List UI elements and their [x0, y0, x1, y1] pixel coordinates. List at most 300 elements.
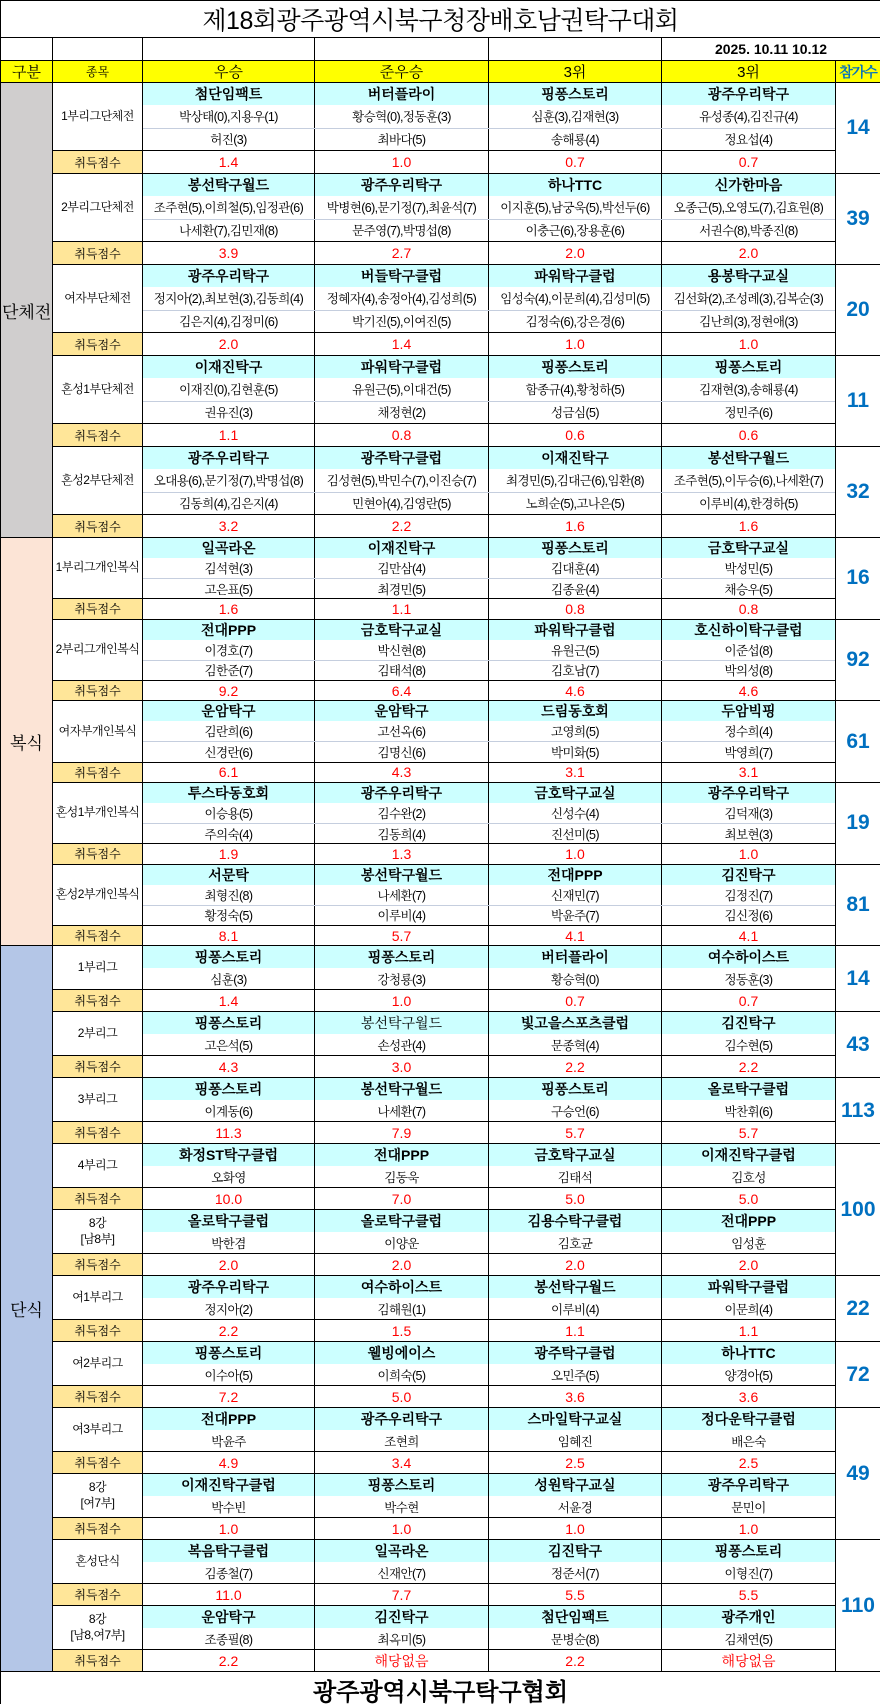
team-name: 핑퐁스토리 — [489, 1078, 662, 1100]
player-names: 김동희(4) — [315, 823, 489, 843]
team-name: 핑퐁스토리 — [315, 1474, 489, 1496]
team-row — [1, 619, 880, 640]
tournament-date: 2025. 10.11 10.12 — [662, 38, 880, 61]
score-row — [1, 1122, 880, 1144]
team-name: 빛고을스포츠클럽 — [489, 1012, 662, 1034]
team-name: 여수하이스트 — [662, 946, 836, 968]
player-names: 박기진(5),이여진(5) — [315, 310, 489, 333]
score-value: 0.7 — [489, 151, 662, 174]
team-name: 첨단임팩트 — [143, 83, 315, 106]
event-name: 혼성1부개인복식 — [53, 783, 143, 844]
participant-count: 100 — [836, 1144, 880, 1276]
score-value: 11.0 — [143, 1584, 315, 1606]
player-names: 배은숙 — [662, 1430, 836, 1452]
participant-count: 32 — [836, 447, 880, 538]
score-value: 8.1 — [143, 925, 315, 945]
team-name: 광주우리탁구 — [315, 174, 489, 197]
score-value: 5.5 — [662, 1584, 836, 1606]
player-names: 진선미(5) — [489, 823, 662, 843]
team-name: 드림동호회 — [489, 701, 662, 722]
player-names: 김란희(6) — [143, 721, 315, 741]
event-name: 2부리그단체전 — [53, 174, 143, 242]
team-name: 전대PPP — [489, 864, 662, 885]
player-names: 주의숙(4) — [143, 823, 315, 843]
player-names: 문민이 — [662, 1496, 836, 1518]
score-value: 0.6 — [662, 424, 836, 447]
player-names: 김태석(8) — [315, 660, 489, 680]
player-names: 오종근(5),오영도(7),김효원(8) — [662, 196, 836, 219]
score-row — [1, 333, 880, 356]
player-names: 최바다(5) — [315, 128, 489, 151]
player-names: 이문희(4) — [662, 1298, 836, 1320]
score-value: 5.7 — [489, 1122, 662, 1144]
score-label: 취득점수 — [53, 925, 143, 945]
participant-count: 11 — [836, 356, 880, 447]
player-names: 오화영 — [143, 1166, 315, 1188]
team-name: 신가한마음 — [662, 174, 836, 197]
score-value: 1.0 — [489, 333, 662, 356]
team-name: 용봉탁구교실 — [662, 265, 836, 288]
player-names: 최경민(5) — [315, 578, 489, 598]
team-name: 봉선탁구월드 — [489, 1276, 662, 1298]
event-name: 8강 [여7부] — [53, 1474, 143, 1518]
header-event: 종목 — [53, 61, 143, 83]
player-names: 오민주(5) — [489, 1364, 662, 1386]
team-name: 봉선탁구월드 — [315, 1078, 489, 1100]
score-label: 취득점수 — [53, 151, 143, 174]
player-names: 김동희(4),김은지(4) — [143, 492, 315, 515]
player-names: 김석현(3) — [143, 558, 315, 578]
team-name: 올로탁구클럽 — [143, 1210, 315, 1232]
score-value: 해당없음 — [662, 1650, 836, 1672]
empty-cell — [489, 38, 662, 61]
score-value: 2.0 — [143, 333, 315, 356]
player-names: 성금심(5) — [489, 401, 662, 424]
player-names: 박미화(5) — [489, 742, 662, 762]
player-names: 이지훈(5),남궁욱(5),박선두(6) — [489, 196, 662, 219]
player-names: 박신현(8) — [315, 640, 489, 660]
score-value: 1.0 — [662, 1518, 836, 1540]
score-value: 0.8 — [315, 424, 489, 447]
team-name: 광주우리탁구 — [662, 83, 836, 106]
team-name: 금호탁구교실 — [315, 619, 489, 640]
team-row — [1, 701, 880, 722]
score-row — [1, 424, 880, 447]
player-names: 김재현(3),송해룡(4) — [662, 378, 836, 401]
event-name: 2부리그개인복식 — [53, 619, 143, 680]
team-name: 김진탁구 — [662, 1012, 836, 1034]
score-label: 취득점수 — [53, 1452, 143, 1474]
player-names: 나세환(7) — [315, 1100, 489, 1122]
team-name: 핑퐁스토리 — [143, 1078, 315, 1100]
team-name: 금호탁구교실 — [662, 538, 836, 559]
score-value: 0.7 — [489, 990, 662, 1012]
team-row — [1, 1408, 880, 1430]
score-value: 4.1 — [489, 925, 662, 945]
header-participants: 참가수 — [836, 61, 880, 83]
player-names: 김동욱 — [315, 1166, 489, 1188]
player-names: 김채연(5) — [662, 1628, 836, 1650]
player-names: 나세환(7),김민재(8) — [143, 219, 315, 242]
player-names: 조종필(8) — [143, 1628, 315, 1650]
player-names: 민현아(4),김영란(5) — [315, 492, 489, 515]
score-row — [1, 762, 880, 782]
player-names: 최보현(3) — [662, 823, 836, 843]
player-names: 유원근(5),이대건(5) — [315, 378, 489, 401]
team-name: 버터플라이 — [489, 946, 662, 968]
score-row — [1, 1254, 880, 1276]
header-third-b: 3위 — [662, 61, 836, 83]
player-names: 이희숙(5) — [315, 1364, 489, 1386]
score-label: 취득점수 — [53, 1386, 143, 1408]
team-name: 스마일탁구교실 — [489, 1408, 662, 1430]
team-row — [1, 1210, 880, 1232]
header-second: 준우승 — [315, 61, 489, 83]
page-title: 제18회광주광역시북구청장배호남권탁구대회 — [1, 1, 880, 38]
player-names: 나세환(7) — [315, 885, 489, 905]
score-value: 7.9 — [315, 1122, 489, 1144]
player-names: 김태석 — [489, 1166, 662, 1188]
player-names: 김신정(6) — [662, 905, 836, 925]
score-label: 취득점수 — [53, 762, 143, 782]
score-value: 1.0 — [662, 844, 836, 864]
score-row — [1, 1650, 880, 1672]
player-names: 박한겸 — [143, 1232, 315, 1254]
event-name: 혼성2부개인복식 — [53, 864, 143, 925]
score-value: 2.0 — [143, 1254, 315, 1276]
team-row — [1, 1144, 880, 1166]
team-name: 봉선탁구월드 — [143, 174, 315, 197]
score-value: 1.0 — [143, 1518, 315, 1540]
score-value: 1.0 — [662, 333, 836, 356]
score-value: 1.0 — [489, 1518, 662, 1540]
score-label: 취득점수 — [53, 1320, 143, 1342]
team-row — [1, 1078, 880, 1100]
score-value: 1.1 — [662, 1320, 836, 1342]
team-name: 핑퐁스토리 — [143, 1012, 315, 1034]
score-value: 1.1 — [489, 1320, 662, 1342]
team-name: 일곡라온 — [315, 1540, 489, 1562]
team-name: 운암탁구 — [143, 1606, 315, 1628]
score-value: 4.9 — [143, 1452, 315, 1474]
section-label: 단식 — [1, 946, 53, 1672]
score-value: 1.0 — [315, 151, 489, 174]
team-name: 금호탁구교실 — [489, 1144, 662, 1166]
event-name: 8강 [남8부] — [53, 1210, 143, 1254]
player-names: 최옥미(5) — [315, 1628, 489, 1650]
score-value: 1.9 — [143, 844, 315, 864]
score-value: 2.5 — [489, 1452, 662, 1474]
player-names: 김선화(2),조성례(3),김복순(3) — [662, 287, 836, 310]
score-value: 3.1 — [662, 762, 836, 782]
player-names: 조주현(5),이희철(5),임정관(6) — [143, 196, 315, 219]
score-value: 1.1 — [143, 424, 315, 447]
score-row — [1, 1452, 880, 1474]
score-label: 취득점수 — [53, 1122, 143, 1144]
score-label: 취득점수 — [53, 424, 143, 447]
team-name: 호신하이탁구클럽 — [662, 619, 836, 640]
score-value: 11.3 — [143, 1122, 315, 1144]
participant-count: 39 — [836, 174, 880, 265]
team-name: 봉선탁구월드 — [315, 864, 489, 885]
team-row — [1, 83, 880, 106]
score-label: 취득점수 — [53, 1650, 143, 1672]
score-value: 4.3 — [143, 1056, 315, 1078]
player-names: 권유진(3) — [143, 401, 315, 424]
score-label: 취득점수 — [53, 990, 143, 1012]
player-names: 정준서(7) — [489, 1562, 662, 1584]
player-names: 신재안(7) — [315, 1562, 489, 1584]
section-label: 단체전 — [1, 83, 53, 538]
team-name: 핑퐁스토리 — [662, 1540, 836, 1562]
team-name: 봉선탁구월드 — [662, 447, 836, 470]
event-name: 혼성2부단체전 — [53, 447, 143, 515]
score-value: 1.4 — [143, 990, 315, 1012]
team-name: 광주우리탁구 — [315, 1408, 489, 1430]
player-names: 이충근(6),장용훈(6) — [489, 219, 662, 242]
player-names: 고영희(5) — [489, 721, 662, 741]
team-name: 핑퐁스토리 — [315, 946, 489, 968]
player-names: 함종규(4),황청하(5) — [489, 378, 662, 401]
score-value: 1.6 — [662, 515, 836, 538]
player-names: 이수아(5) — [143, 1364, 315, 1386]
player-names: 이루비(4) — [489, 1298, 662, 1320]
team-name: 광주우리탁구 — [315, 783, 489, 804]
player-names: 임성숙(4),이문희(4),김성미(5) — [489, 287, 662, 310]
score-row — [1, 515, 880, 538]
score-value: 5.7 — [315, 925, 489, 945]
player-names: 정민주(6) — [662, 401, 836, 424]
team-name: 금호탁구교실 — [489, 783, 662, 804]
score-value: 1.6 — [143, 599, 315, 619]
player-names: 이루비(4),한경하(5) — [662, 492, 836, 515]
event-name: 2부리그 — [53, 1012, 143, 1056]
player-names: 김난희(3),정현애(3) — [662, 310, 836, 333]
player-names: 조주현(5),이두승(6),나세환(7) — [662, 469, 836, 492]
score-label: 취득점수 — [53, 1584, 143, 1606]
score-value: 0.7 — [662, 151, 836, 174]
score-value: 0.8 — [662, 599, 836, 619]
team-name: 하나TTC — [662, 1342, 836, 1364]
team-row — [1, 864, 880, 885]
participant-count: 81 — [836, 864, 880, 946]
score-row — [1, 1056, 880, 1078]
player-names: 이루비(4) — [315, 905, 489, 925]
player-names: 임성훈 — [662, 1232, 836, 1254]
team-name: 이재진탁구클럽 — [143, 1474, 315, 1496]
score-value: 2.7 — [315, 242, 489, 265]
player-names: 임혜진 — [489, 1430, 662, 1452]
participant-count: 72 — [836, 1342, 880, 1408]
score-value: 2.2 — [143, 1320, 315, 1342]
player-names: 허진(3) — [143, 128, 315, 151]
player-names: 서윤경 — [489, 1496, 662, 1518]
team-row — [1, 1606, 880, 1628]
score-value: 2.2 — [662, 1056, 836, 1078]
team-name: 하나TTC — [489, 174, 662, 197]
score-value: 1.5 — [315, 1320, 489, 1342]
participant-count: 49 — [836, 1408, 880, 1540]
participant-count: 14 — [836, 946, 880, 1012]
score-value: 2.0 — [489, 242, 662, 265]
event-name: 여1부리그 — [53, 1276, 143, 1320]
score-label: 취득점수 — [53, 844, 143, 864]
score-value: 3.6 — [489, 1386, 662, 1408]
player-names: 김종철(7) — [143, 1562, 315, 1584]
player-names: 이재진(0),김현훈(5) — [143, 378, 315, 401]
event-name: 혼성1부단체전 — [53, 356, 143, 424]
team-name: 김진탁구 — [315, 1606, 489, 1628]
team-name: 웰빙에이스 — [315, 1342, 489, 1364]
score-row — [1, 990, 880, 1012]
score-row — [1, 151, 880, 174]
team-row — [1, 1342, 880, 1364]
event-name: 여3부리그 — [53, 1408, 143, 1452]
team-name: 복음탁구클럽 — [143, 1540, 315, 1562]
event-name: 8강 [남8,여7부] — [53, 1606, 143, 1650]
team-name: 광주우리탁구 — [662, 1474, 836, 1496]
team-name: 광주우리탁구 — [662, 783, 836, 804]
team-row — [1, 1012, 880, 1034]
team-name: 파워탁구클럽 — [662, 1276, 836, 1298]
team-name: 운암탁구 — [143, 701, 315, 722]
team-name: 핑퐁스토리 — [489, 83, 662, 106]
player-names: 고은표(5) — [143, 578, 315, 598]
team-name: 운암탁구 — [315, 701, 489, 722]
score-row — [1, 1584, 880, 1606]
score-value: 2.2 — [489, 1650, 662, 1672]
event-name: 3부리그 — [53, 1078, 143, 1122]
score-label: 취득점수 — [53, 1188, 143, 1210]
score-label: 취득점수 — [53, 515, 143, 538]
score-value: 7.7 — [315, 1584, 489, 1606]
score-label: 취득점수 — [53, 1518, 143, 1540]
player-names: 송해룡(4) — [489, 128, 662, 151]
player-names: 김정진(7) — [662, 885, 836, 905]
player-names: 박영희(7) — [662, 742, 836, 762]
participant-count: 19 — [836, 783, 880, 865]
team-name: 전대PPP — [662, 1210, 836, 1232]
event-name: 여2부리그 — [53, 1342, 143, 1386]
player-names: 고은석(5) — [143, 1034, 315, 1056]
score-value: 3.1 — [489, 762, 662, 782]
team-name: 첨단임팩트 — [489, 1606, 662, 1628]
score-value: 3.6 — [662, 1386, 836, 1408]
player-names: 박성민(5) — [662, 558, 836, 578]
score-row — [1, 844, 880, 864]
player-names: 박상태(0),지용우(1) — [143, 105, 315, 128]
team-name: 핑퐁스토리 — [489, 356, 662, 379]
header-third-a: 3위 — [489, 61, 662, 83]
participant-count: 14 — [836, 83, 880, 174]
player-names: 문종혁(4) — [489, 1034, 662, 1056]
score-label: 취득점수 — [53, 599, 143, 619]
score-value: 5.0 — [315, 1386, 489, 1408]
score-value: 3.4 — [315, 1452, 489, 1474]
team-row — [1, 1276, 880, 1298]
team-name: 핑퐁스토리 — [489, 538, 662, 559]
player-names: 김한준(7) — [143, 660, 315, 680]
footer-organizer: 광주광역시북구탁구협회 — [1, 1672, 880, 1704]
score-row — [1, 1188, 880, 1210]
player-names: 이경호(7) — [143, 640, 315, 660]
team-name: 일곡라온 — [143, 538, 315, 559]
player-names: 이승용(5) — [143, 803, 315, 823]
score-value: 1.0 — [489, 844, 662, 864]
participant-count: 16 — [836, 538, 880, 620]
team-name: 여수하이스트 — [315, 1276, 489, 1298]
score-value: 5.7 — [662, 1122, 836, 1144]
player-names: 손성관(4) — [315, 1034, 489, 1056]
player-names: 박병현(6),문기정(7),최윤석(7) — [315, 196, 489, 219]
player-names: 김대훈(4) — [489, 558, 662, 578]
player-names: 유원근(5) — [489, 640, 662, 660]
player-names: 박윤주 — [143, 1430, 315, 1452]
event-name: 여자부개인복식 — [53, 701, 143, 762]
player-names: 정지아(2),최보현(3),김동희(4) — [143, 287, 315, 310]
score-row — [1, 1320, 880, 1342]
player-names: 박수현 — [315, 1496, 489, 1518]
team-name: 광주탁구클럽 — [489, 1342, 662, 1364]
player-names: 김성현(5),박민수(7),이진승(7) — [315, 469, 489, 492]
score-row — [1, 1518, 880, 1540]
player-names: 김만삼(4) — [315, 558, 489, 578]
player-names: 김수완(2) — [315, 803, 489, 823]
player-names: 김은지(4),김정미(6) — [143, 310, 315, 333]
team-name: 전대PPP — [315, 1144, 489, 1166]
score-value: 6.4 — [315, 680, 489, 700]
score-value: 3.9 — [143, 242, 315, 265]
participant-count: 43 — [836, 1012, 880, 1078]
team-name: 광주탁구클럽 — [315, 447, 489, 470]
team-row — [1, 174, 880, 197]
player-names: 박수빈 — [143, 1496, 315, 1518]
player-names: 정지아(2) — [143, 1298, 315, 1320]
score-label: 취득점수 — [53, 680, 143, 700]
player-names: 유성종(4),김진규(4) — [662, 105, 836, 128]
team-name: 올로탁구클럽 — [662, 1078, 836, 1100]
player-names: 서권수(8),박종진(8) — [662, 219, 836, 242]
player-names: 정동훈(3) — [662, 968, 836, 990]
player-names: 오대용(6),문기정(7),박명섭(8) — [143, 469, 315, 492]
player-names: 이형진(7) — [662, 1562, 836, 1584]
score-row — [1, 925, 880, 945]
player-names: 김명신(6) — [315, 742, 489, 762]
score-value: 2.2 — [489, 1056, 662, 1078]
player-names: 구승언(6) — [489, 1100, 662, 1122]
player-names: 채정현(2) — [315, 401, 489, 424]
team-name: 전대PPP — [143, 619, 315, 640]
score-value: 10.0 — [143, 1188, 315, 1210]
team-name: 정다운탁구클럽 — [662, 1408, 836, 1430]
player-names: 김해원(1) — [315, 1298, 489, 1320]
score-row — [1, 599, 880, 619]
player-names: 김수현(5) — [662, 1034, 836, 1056]
score-value: 7.0 — [315, 1188, 489, 1210]
player-names: 노희순(5),고나은(5) — [489, 492, 662, 515]
score-value: 4.6 — [489, 680, 662, 700]
team-name: 성원탁구교실 — [489, 1474, 662, 1496]
empty-cell — [1, 38, 53, 61]
score-row — [1, 1386, 880, 1408]
team-row — [1, 1474, 880, 1496]
team-row — [1, 447, 880, 470]
player-names: 김정숙(6),강은경(6) — [489, 310, 662, 333]
player-names: 신경란(6) — [143, 742, 315, 762]
team-name: 파워탁구클럽 — [489, 619, 662, 640]
event-name: 1부리그 — [53, 946, 143, 990]
score-value: 3.2 — [143, 515, 315, 538]
